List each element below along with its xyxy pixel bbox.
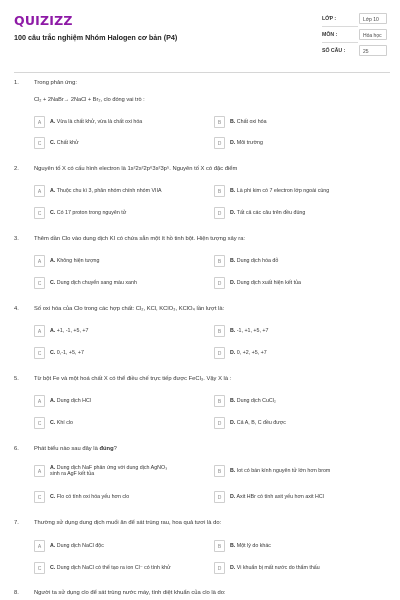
question-text: Số oxi hóa của Clo trong các hợp chất: Cl₂, KCl, KClO₃, KClO₄ lần lượt là: bbox=[34, 306, 225, 312]
question-number: 8. bbox=[14, 590, 19, 596]
question-count-value: 25 bbox=[359, 45, 387, 56]
document-header bbox=[0, 0, 400, 72]
document-title: 100 câu trắc nghiệm Nhóm Halogen cơ bản (P4) bbox=[14, 33, 178, 42]
question-number: 6. bbox=[14, 446, 19, 452]
question-text: Người ta sử dụng clo để sát trùng nước máy, tính diệt khuẩn của clo là do: bbox=[34, 590, 226, 596]
question-text: Nguyên tố X có cấu hình electron là 1s²2s²2p⁶3s²3p⁵. Nguyên tố X có đặc điểm bbox=[34, 166, 238, 172]
meta-divider bbox=[322, 26, 358, 27]
question-text: Trong phản ứng: bbox=[34, 80, 77, 86]
question-text: Từ bột Fe và một hoá chất X có thể điều chế trực tiếp được FeCl₃. Vậy X là : bbox=[34, 376, 232, 382]
question-number: 2. bbox=[14, 166, 19, 172]
meta-divider bbox=[322, 42, 358, 43]
question-number: 4. bbox=[14, 306, 19, 312]
subject-value: Hóa học bbox=[359, 29, 387, 40]
question-number: 1. bbox=[14, 80, 19, 86]
subject-label: MÔN : bbox=[322, 32, 338, 38]
question-text: Thêm dần Clo vào dung dịch KI có chứa sẵn một ít hồ tinh bột. Hiện tượng xảy ra: bbox=[34, 236, 246, 242]
grade-value: Lớp 10 bbox=[359, 13, 387, 24]
question-equation: Cl₂ + 2NaBr→ 2NaCl + Br₂, clo đóng vai trò : bbox=[34, 97, 145, 103]
question-number: 5. bbox=[14, 376, 19, 382]
header-divider bbox=[14, 72, 390, 73]
question-text: Thường sử dụng dung dịch muối ăn để sát trùng rau, hoa quả tươi là do: bbox=[34, 520, 222, 526]
question-number: 7. bbox=[14, 520, 19, 526]
quizizz-logo: QUIZIZZ bbox=[14, 13, 73, 28]
question-count-label: SỐ CÂU : bbox=[322, 48, 346, 54]
question-number: 3. bbox=[14, 236, 19, 242]
question-text: Phát biểu nào sau đây là đúng? bbox=[34, 446, 117, 452]
grade-label: LỚP : bbox=[322, 16, 337, 22]
